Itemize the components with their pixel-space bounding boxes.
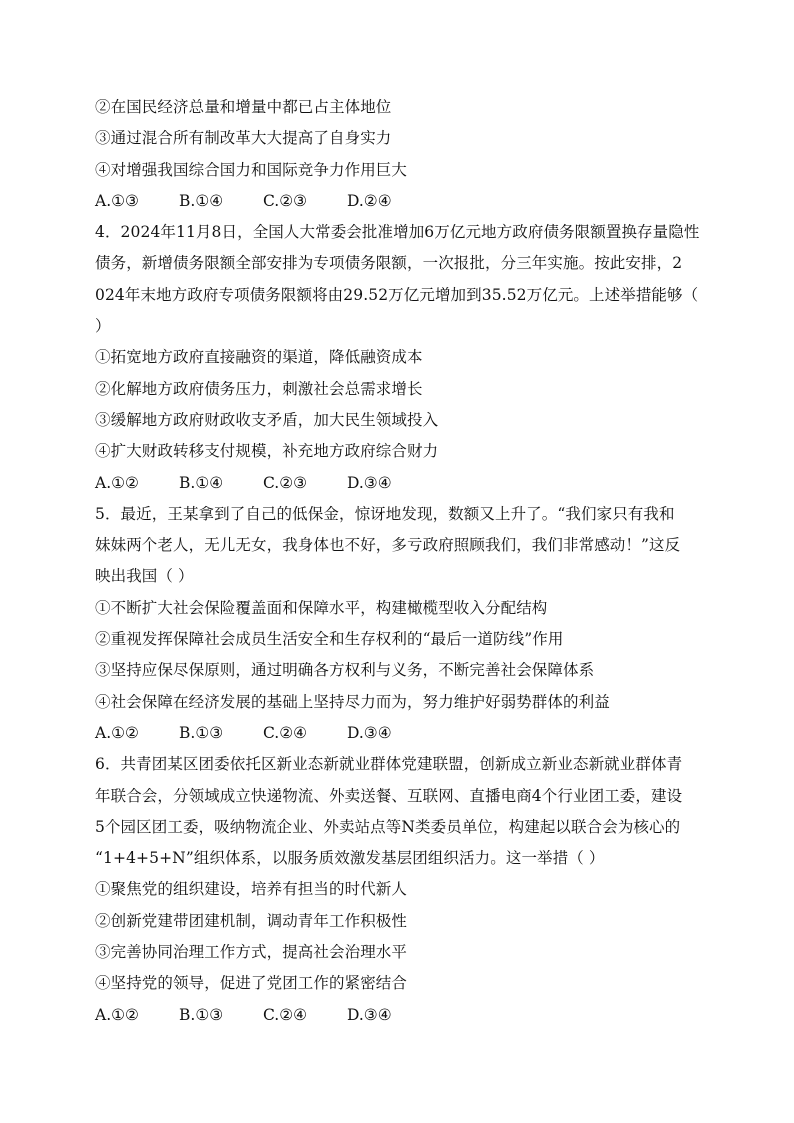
q6-stem-line: “1+4+5+N”组织体系，以服务质效激发基层团组织活力。这一举措（ ） [95,849,605,868]
q3-option-a: A.①③ [95,191,139,210]
q4-stem-line: 4．2024年11月8日，全国人大常委会批准增加6万亿元地方政府债务限额置换存量隐性 [95,223,700,242]
question-6 [95,749,700,1031]
q5-option-b: B.①③ [179,723,224,742]
q5-item-1: ①不断扩大社会保险覆盖面和保障水平，构建橄榄型收入分配结构 [95,598,548,617]
q5-stem-line: 妹妹两个老人，无儿无女，我身体也不好，多亏政府照顾我们，我们非常感动！”这反 [95,536,681,555]
q4-item-4: ④扩大财政转移支付规模，补充地方政府综合财力 [95,442,439,461]
q6-option-d: D.③④ [347,1005,392,1024]
page-content [95,92,700,1031]
q5-item-3: ③坚持应保尽保原则，通过明确各方权利与义务，不断完善社会保障体系 [95,661,595,680]
q6-stem-line: 5个园区团工委，吸纳物流企业、外卖站点等N类委员单位，构建起以联合会为核心的 [95,817,681,836]
q6-option-a: A.①② [95,1005,139,1024]
q6-options [95,1000,700,1031]
q4-options [95,468,700,499]
q5-option-d: D.③④ [347,723,392,742]
q4-item-3: ③缓解地方政府财政收支矛盾，加大民生领域投入 [95,410,439,429]
q6-stem-line: 年联合会，分领域成立快递物流、外卖送餐、互联网、直播电商4个行业团工委，建设 [95,786,683,805]
q3-option-c: C.②③ [263,191,308,210]
q6-item-2: ②创新党建带团建机制，调动青年工作积极性 [95,911,408,930]
q3-item-4: ④对增强我国综合国力和国际竞争力作用巨大 [95,160,408,179]
q6-item-1: ①聚焦党的组织建设，培养有担当的时代新人 [95,880,408,899]
q6-option-b: B.①③ [179,1005,224,1024]
q5-item-2: ②重视发挥保障社会成员生活安全和生存权利的“最后一道防线”作用 [95,630,564,649]
q4-option-a: A.①② [95,473,139,492]
q5-options [95,718,700,749]
q4-option-b: B.①④ [179,473,224,492]
question-4 [95,217,700,499]
q3-item-3: ③通过混合所有制改革大大提高了自身实力 [95,129,392,148]
q3-option-b: B.①④ [179,191,224,210]
q3-item-2: ②在国民经济总量和增量中都已占主体地位 [95,98,392,116]
q5-option-a: A.①② [95,723,139,742]
question-5 [95,499,700,749]
q4-stem-line: 债务，新增债务限额全部安排为专项债务限额，一次报批，分三年实施。按此安排，2 [95,254,683,273]
q3-options [95,186,700,217]
q6-stem-line: 6．共青团某区团委依托区新业态新就业群体党建联盟，创新成立新业态新就业群体青 [95,755,683,774]
q5-stem-line: 5．最近，王某拿到了自己的低保金，惊讶地发现，数额又上升了。“我们家只有我和 [95,504,675,523]
q5-stem-line: 映出我国（ ） [95,567,194,586]
q4-option-c: C.②③ [263,473,308,492]
q6-item-4: ④坚持党的领导，促进了党团工作的紧密结合 [95,974,408,993]
q5-option-c: C.②④ [263,723,308,742]
q6-item-3: ③完善协同治理工作方式，提高社会治理水平 [95,943,408,962]
q4-item-2: ②化解地方政府债务压力，刺激社会总需求增长 [95,379,423,398]
q6-option-c: C.②④ [263,1005,308,1024]
q4-item-1: ①拓宽地方政府直接融资的渠道，降低融资成本 [95,348,423,367]
q4-option-d: D.③④ [347,473,392,492]
q5-item-4: ④社会保障在经济发展的基础上坚持尽力而为，努力维护好弱势群体的利益 [95,692,610,711]
question-3 [95,92,700,217]
q3-option-d: D.②④ [347,191,392,210]
q4-stem-line: ） [95,317,111,336]
q4-stem-line: 024年末地方政府专项债务限额将由29.52万亿元增加到35.52万亿元。上述举措能够（ [95,285,699,304]
